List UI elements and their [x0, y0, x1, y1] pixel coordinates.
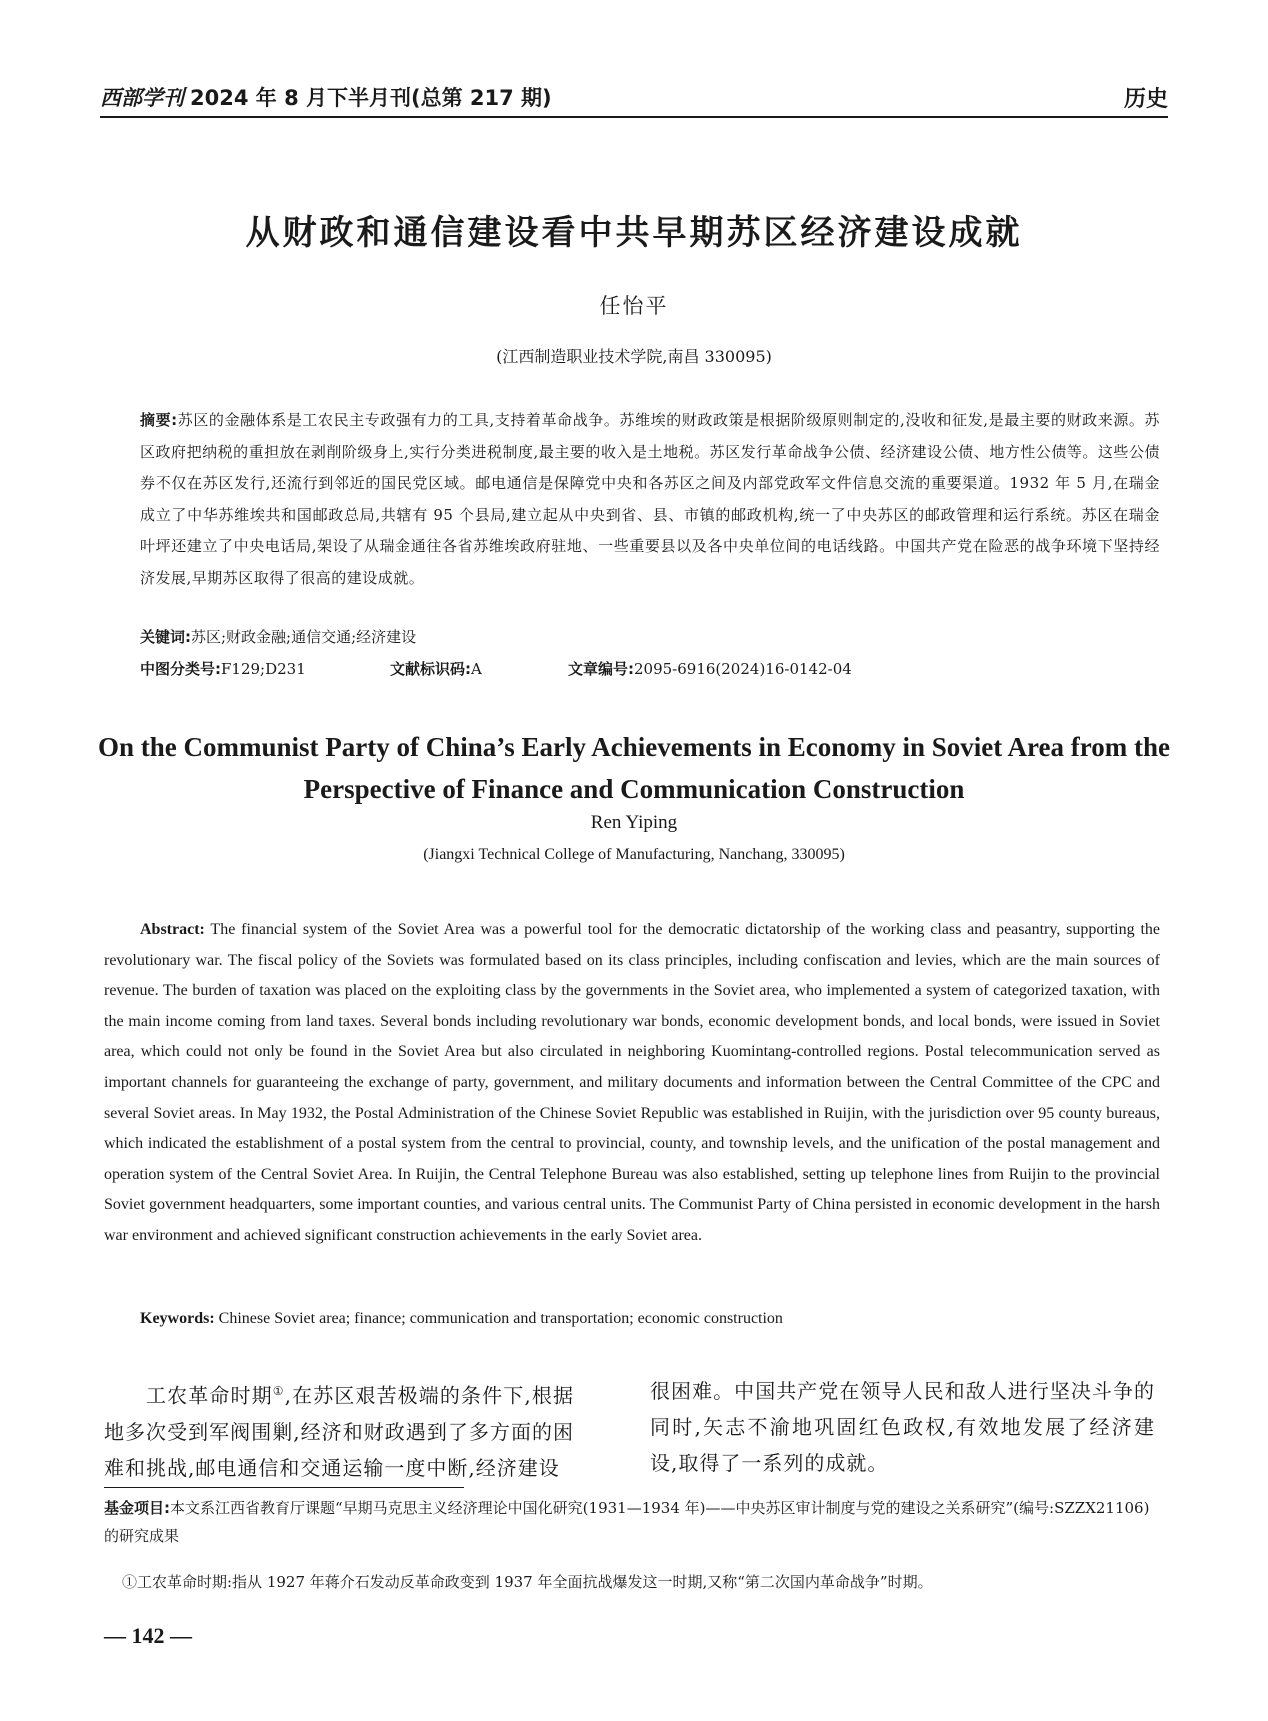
abstract-english-label: Abstract: — [140, 921, 205, 938]
issue-text: 2024 年 8 月下半月刊(总第 217 期) — [190, 86, 552, 110]
abstract-english-text: The financial system of the Soviet Area was a powerful tool for the democratic dictatorship of the working class and peasantry, supporting the revolutionary war. The fiscal policy of the Soviets was formulated based on its class principles, including confiscation and levies, which are the main sources of revenue. The burden of taxation was placed on the exploiting class by the governments in the Soviet area, who implemented a system of categorized taxation, with the main income coming from land taxes. Several bonds including revolutionary war bonds, economic development bonds, and local bonds, were issued in Soviet area, which could not only be found in the Soviet Area but also circulated in neighboring Kuomintang-controlled regions. Postal telecommunication served as important channels for guaranteeing the exchange of party, government, and military documents and information between the Central Committee of the CPC and several Soviet areas. In May 1932, the Postal Administration of the Chinese Soviet Republic was established in Ruijin, with the jurisdiction over 95 county bureaus, which indicated the establishment of a postal system from the central to provincial, county, and township levels, and the unification of the postal management and operation system of the Central Soviet Area. In Ruijin, the Central Telephone Bureau was also established, setting up telephone lines from Ruijin to the provincial Soviet government headquarters, some important counties, and various central units. The Communist Party of China persisted in economic development in the harsh war environment and achieved significant construction achievements in the early Soviet area. — [104, 921, 1160, 1244]
clc-number: 中图分类号:F129;D231 — [140, 660, 306, 678]
abstract-chinese-text: 苏区的金融体系是工农民主专政强有力的工具,支持着革命战争。苏维埃的财政政策是根据阶级原则制定的,没收和征发,是最主要的财政来源。苏区政府把纳税的重担放在剥削阶级身上,实行分类进税制度,最主要的收入是土地税。苏区发行革命战争公债、经济建设公债、地方性公债等。这些公债券不仅在苏区发行,还流行到邻近的国民党区域。邮电通信是保障党中央和各苏区之间及内部党政军文件信息交流的重要渠道。1932 年 5 月,在瑞金成立了中华苏维埃共和国邮政总局,共辖有 95 个县局,建立起从中央到省、县、市镇的邮政机构,统一了中央苏区的邮政管理和运行系统。苏区在瑞金叶坪还建立了中央电话局,架设了从瑞金通往各省苏维埃政府驻地、一些重要县以及各中央单位间的电话线路。中国共产党在险恶的战争环境下坚持经济发展,早期苏区取得了很高的建设成就。 — [140, 411, 1161, 587]
fund-project-note — [104, 1494, 1160, 1550]
fund-label: 基金项目: — [104, 1499, 170, 1517]
keywords-english — [140, 1310, 1160, 1328]
abstract-english — [104, 915, 1160, 1252]
document-code: 文献标识码:A — [390, 660, 482, 678]
keywords-english-text: Chinese Soviet area; finance; communication and transportation; economic construction — [218, 1310, 783, 1327]
author-chinese: 任怡平 — [599, 294, 669, 318]
footnote-divider — [104, 1487, 464, 1488]
abstract-chinese-label: 摘要: — [140, 411, 178, 429]
article-number: 文章编号:2095-6916(2024)16-0142-04 — [568, 660, 852, 678]
body-left-start: 工农革命时期 — [146, 1383, 273, 1408]
body-column-left — [104, 1373, 574, 1486]
keywords-chinese-text: 苏区;财政金融;通信交通;经济建设 — [191, 628, 417, 646]
running-header — [100, 82, 1168, 118]
footnote-1: ①工农革命时期:指从 1927 年蒋介石发动反革命政变到 1937 年全面抗战爆发这一时期,又称“第二次国内革命战争”时期。 — [122, 1573, 933, 1591]
keywords-chinese — [140, 626, 1160, 647]
title-chinese: 从财政和通信建设看中共早期苏区经济建设成就 — [245, 213, 1023, 253]
body-column-right: 很困难。中国共产党在领导人民和敌人进行坚决斗争的同时,矢志不渝地巩固红色政权,有效地发展了经济建设,取得了一系列的成就。 — [650, 1379, 1155, 1475]
author-english: Ren Yiping — [590, 812, 678, 833]
body-left-rest: ,在苏区艰苦极端的条件下,根据地多次受到军阀围剿,经济和财政遇到了多方面的困难和挑战,邮电通信和交通运输一度中断,经济建设 — [104, 1383, 575, 1480]
affiliation-chinese: (江西制造职业技术学院,南昌 330095) — [496, 347, 772, 366]
footnote-marker[interactable]: ① — [272, 1384, 285, 1398]
fund-text: 本文系江西省教育厅课题“早期马克思主义经济理论中国化研究(1931—1934 年)——中央苏区审计制度与党的建设之关系研究”(编号:SZZX21106)的研究成果 — [104, 1499, 1150, 1545]
keywords-chinese-label: 关键词: — [140, 628, 191, 646]
journal-logo: 西部学刊 — [100, 85, 184, 110]
title-english: On the Communist Party of China’s Early Achievements in Economy in Soviet Area from the Perspective of Finance and Communication Construction — [98, 732, 1170, 804]
affiliation-english: (Jiangxi Technical College of Manufacturing, Nanchang, 330095) — [423, 846, 845, 863]
section-label: 历史 — [1123, 87, 1168, 112]
keywords-english-label: Keywords: — [140, 1310, 215, 1327]
journal-issue — [100, 82, 552, 112]
page-number: — 142 — — [104, 1623, 192, 1648]
abstract-chinese — [140, 405, 1160, 594]
